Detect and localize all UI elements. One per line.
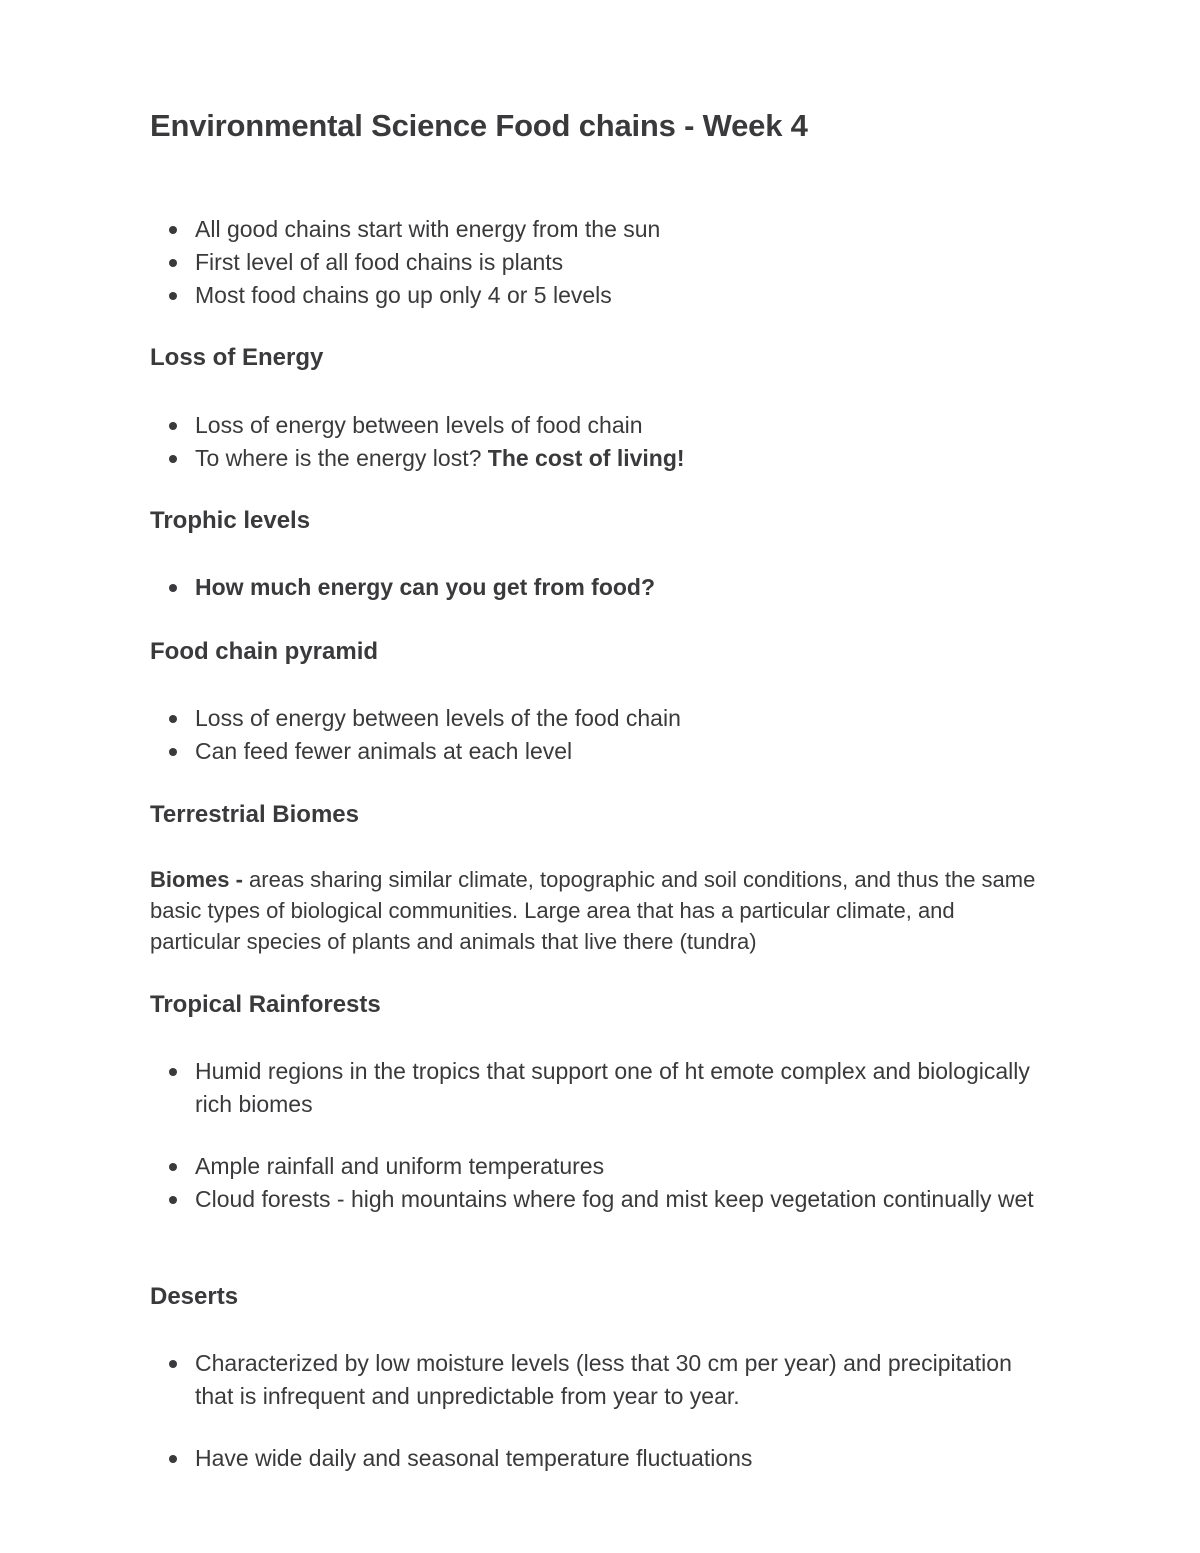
list-item [150,442,1050,475]
deserts-bullet-list [150,1347,1050,1475]
definition-text: areas sharing similar climate, topographic and soil conditions, and thus the same basic types of biological communities. Large area that has a particular climate, and particular species of plants and animals that live there (tundra) [150,867,1036,954]
emphasis-text: The cost of living! [487,445,685,471]
term-label: Biomes - [150,867,243,892]
list-item: Have wide daily and seasonal temperature fluctuations [150,1442,1050,1475]
section-heading-food-chain-pyramid: Food chain pyramid [150,638,379,665]
section-heading-loss-of-energy: Loss of Energy [150,344,324,371]
list-item: Most food chains go up only 4 or 5 levels [150,279,1050,312]
section-heading-deserts: Deserts [150,1283,239,1310]
loss-of-energy-bullet-list [150,409,1050,475]
list-item: Cloud forests - high mountains where fog and mist keep vegetation continually wet [150,1183,1050,1216]
list-item: Loss of energy between levels of food chain [150,409,1050,442]
list-item: Loss of energy between levels of the food chain [150,702,1050,735]
food-chain-pyramid-bullet-list [150,702,1050,768]
page-title: Environmental Science Food chains - Week 4 [150,108,808,143]
list-item: How much energy can you get from food? [150,571,1050,604]
list-item: First level of all food chains is plants [150,246,1050,279]
list-item: Can feed fewer animals at each level [150,735,1050,768]
tropical-rainforests-bullet-list [150,1055,1050,1216]
list-item-text: To where is the energy lost? [195,445,488,471]
list-item: Characterized by low moisture levels (less that 30 cm per year) and precipitation that is infrequent and unpredictable from year to year. [150,1347,1050,1413]
section-heading-tropical-rainforests: Tropical Rainforests [150,991,381,1018]
biomes-definition-paragraph [150,864,1050,957]
list-item: All good chains start with energy from the sun [150,213,1050,246]
intro-bullet-list [150,213,1050,312]
list-item: Ample rainfall and uniform temperatures [150,1150,1050,1183]
section-heading-terrestrial-biomes: Terrestrial Biomes [150,801,359,828]
section-heading-trophic-levels: Trophic levels [150,507,311,534]
trophic-levels-bullet-list [150,571,1050,604]
list-item: Humid regions in the tropics that support one of ht emote complex and biologically rich biomes [150,1055,1050,1121]
